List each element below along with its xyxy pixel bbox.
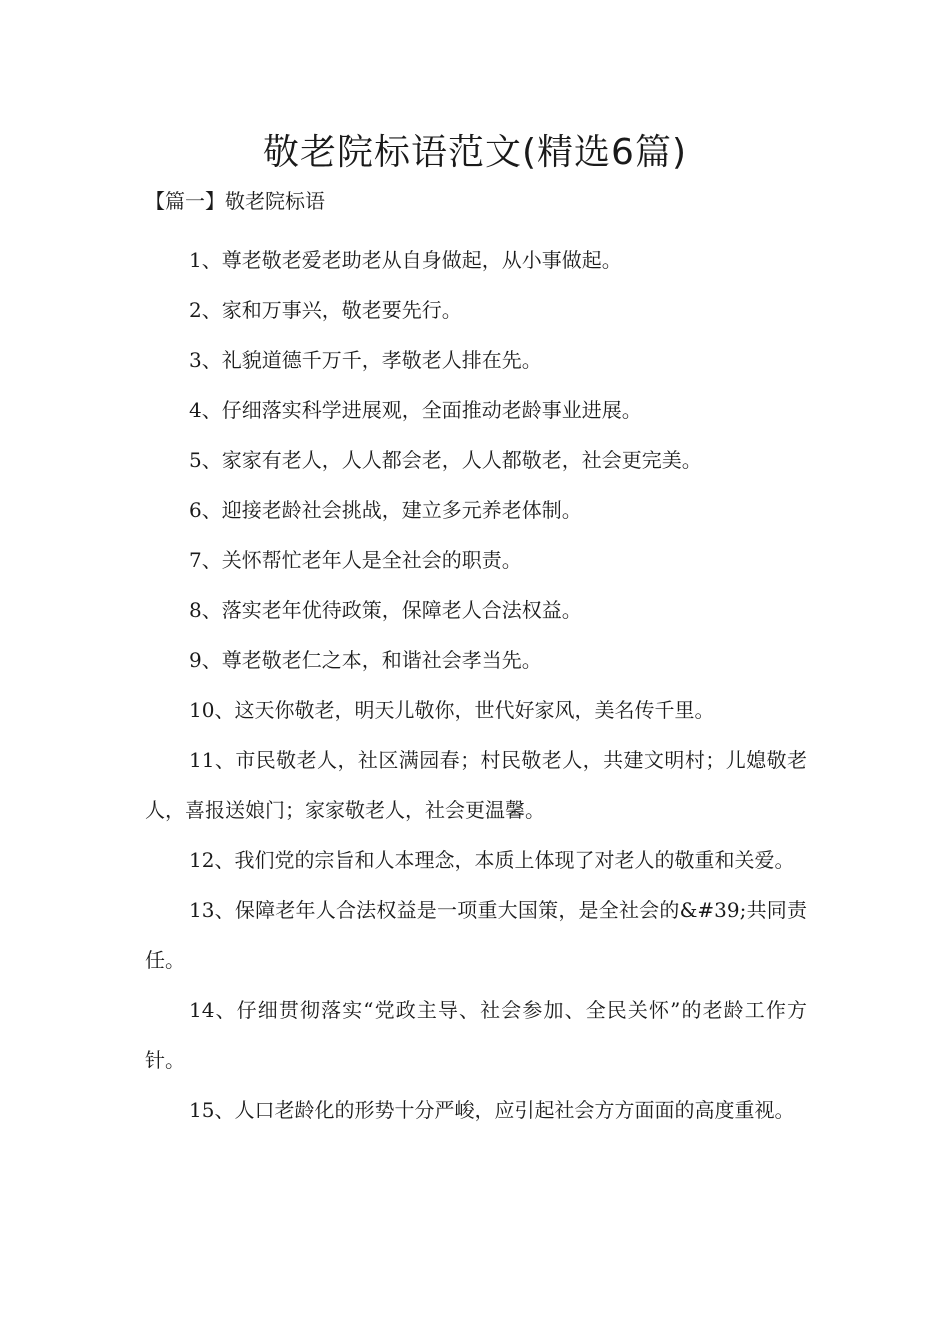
section-heading: 【篇一】敬老院标语	[145, 189, 325, 213]
slogan-item: 6、迎接老龄社会挑战，建立多元养老体制。	[189, 498, 582, 522]
slogan-item: 11、市民敬老人，社区满园春；村民敬老人，共建文明村；儿媳敬老人，喜报送娘门；家家敬老人，社会更温馨。	[145, 748, 807, 822]
slogan-item: 9、尊老敬老仁之本，和谐社会孝当先。	[189, 648, 542, 672]
slogan-item: 8、落实老年优待政策，保障老人合法权益。	[189, 598, 582, 622]
slogan-item: 7、关怀帮忙老年人是全社会的职责。	[189, 548, 522, 572]
slogan-item: 1、尊老敬老爱老助老从自身做起，从小事做起。	[189, 248, 622, 272]
slogan-item: 10、这天你敬老，明天儿敬你，世代好家风，美名传千里。	[189, 698, 715, 722]
slogan-item: 14、仔细贯彻落实“党政主导、社会参加、全民关怀”的老龄工作方针。	[145, 998, 807, 1072]
slogan-item: 5、家家有老人，人人都会老，人人都敬老，社会更完美。	[189, 448, 702, 472]
slogan-item: 4、仔细落实科学进展观，全面推动老龄事业进展。	[189, 398, 642, 422]
slogan-item: 3、礼貌道德千万千，孝敬老人排在先。	[189, 348, 542, 372]
slogan-list	[145, 235, 807, 1135]
slogan-item: 12、我们党的宗旨和人本理念，本质上体现了对老人的敬重和关爱。	[189, 848, 795, 872]
slogan-item: 15、人口老龄化的形势十分严峻，应引起社会方方面面的高度重视。	[189, 1098, 795, 1122]
slogan-item: 2、家和万事兴，敬老要先行。	[189, 298, 462, 322]
slogan-item: 13、保障老年人合法权益是一项重大国策，是全社会的&#39;共同责任。	[145, 898, 807, 972]
document-title: 敬老院标语范文(精选6篇)	[263, 132, 687, 173]
